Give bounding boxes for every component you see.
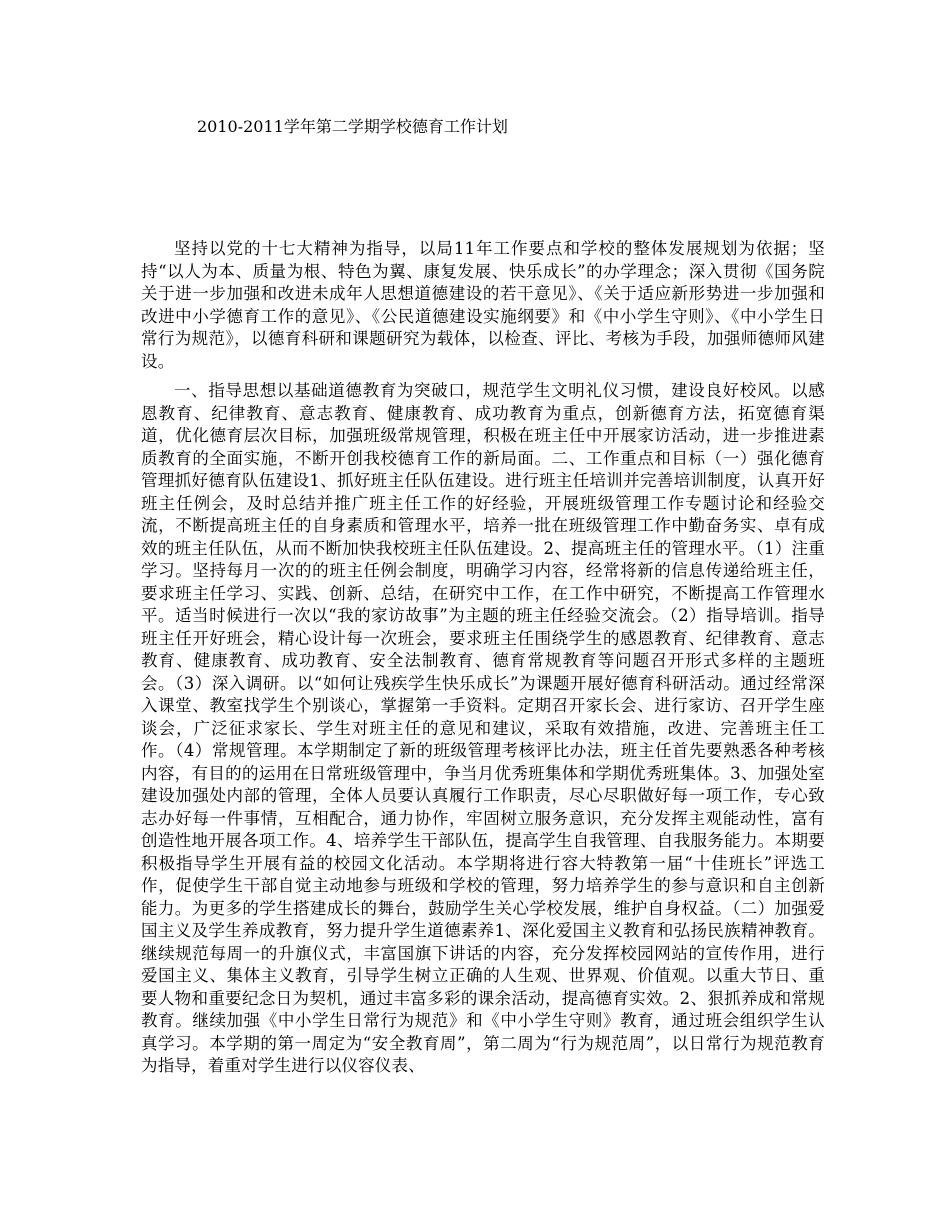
document-title: 2010-2011学年第二学期学校德育工作计划: [197, 117, 508, 136]
paragraph-intro: 坚持以党的十七大精神为指导，以局11年工作要点和学校的整体发展规划为依据；坚持“以人为本、质量为根、特色为翼、康复发展、快乐成长”的办学理念；深入贯彻《国务院关于进一步加强和改进未成年人思想道德建设的若干意见》、《关于适应新形势进一步加强和改进中小学德育工作的意见》、《公民道德建设实施纲要》和《中小学生守则》、《中小学生日常行为规范》，以德育科研和课题研究为载体，以检查、评比、考核为手段，加强师德师风建设。: [141, 239, 825, 371]
paragraph-main: 一、指导思想以基础道德教育为突破口，规范学生文明礼仪习惯，建设良好校风。以感恩教育、纪律教育、意志教育、健康教育、成功教育为重点，创新德育方法，拓宽德育渠道，优化德育层次目标，加强班级常规管理，积极在班主任中开展家访活动，进一步推进素质教育的全面实施，不断开创我校德育工作的新局面。二、工作重点和目标（一）强化德育管理抓好德育队伍建设1、抓好班主任队伍建设。进行班主任培训并完善培训制度，认真开好班主任例会，及时总结并推广班主任工作的好经验，开展班级管理工作专题讨论和经验交流，不断提高班主任的自身素质和管理水平，培养一批在班级管理工作中勤奋务实、卓有成效的班主任队伍，从而不断加快我校班主任队伍建设。2、提高班主任的管理水平。（1）注重学习。坚持每月一次的的班主任例会制度，明确学习内容，经常将新的信息传递给班主任，要求班主任学习、实践、创新、总结，在研究中工作，在工作中研究，不断提高工作管理水平。适当时候进行一次以“我的家访故事”为主题的班主任经验交流会。（2）指导培训。指导班主任开好班会，精心设计每一次班会，要求班主任围绕学生的感恩教育、纪律教育、意志教育、健康教育、成功教育、安全法制教育、德育常规教育等问题召开形式多样的主题班会。（3）深入调研。以“如何让残疾学生快乐成长”为课题开展好德育科研活动。通过经常深入课堂、教室找学生个别谈心，掌握第一手资料。定期召开家长会、进行家访、召开学生座谈会，广泛征求家长、学生对班主任的意见和建议，采取有效措施，改进、完善班主任工作。（4）常规管理。本学期制定了新的班级管理考核评比办法，班主任首先要熟悉各种考核内容，有目的的运用在日常班级管理中，争当月优秀班集体和学期优秀班集体。3、加强处室建设加强处内部的管理，全体人员要认真履行工作职责，尽心尽职做好每一项工作，专心致志办好每一件事情，互相配合，通力协作，牢固树立服务意识，充分发挥主观能动性，富有创造性地开展各项工作。4、培养学生干部队伍，提高学生自我管理、自我服务能力。本期要积极指导学生开展有益的校园文化活动。本学期将进行容大特教第一届“十佳班长”评选工作，促使学生干部自觉主动地参与班级和学校的管理，努力培养学生的参与意识和自主创新能力。为更多的学生搭建成长的舞台，鼓励学生关心学校发展，维护自身权益。（二）加强爱国主义及学生养成教育，努力提升学生道德素养1、深化爱国主义教育和弘扬民族精神教育。继续规范每周一的升旗仪式，丰富国旗下讲话的内容，充分发挥校园网站的宣传作用，进行爱国主义、集体主义教育，引导学生树立正确的人生观、世界观、价值观。以重大节日、重要人物和重要纪念日为契机，通过丰富多彩的课余活动，提高德育实效。2、狠抓养成和常规教育。继续加强《中小学生日常行为规范》和《中小学生守则》教育，通过班会组织学生认真学习。本学期的第一周定为“安全教育周”，第二周为“行为规范周”，以日常行为规范教育为指导，着重对学生进行以仪容仪表、: [141, 381, 825, 1075]
